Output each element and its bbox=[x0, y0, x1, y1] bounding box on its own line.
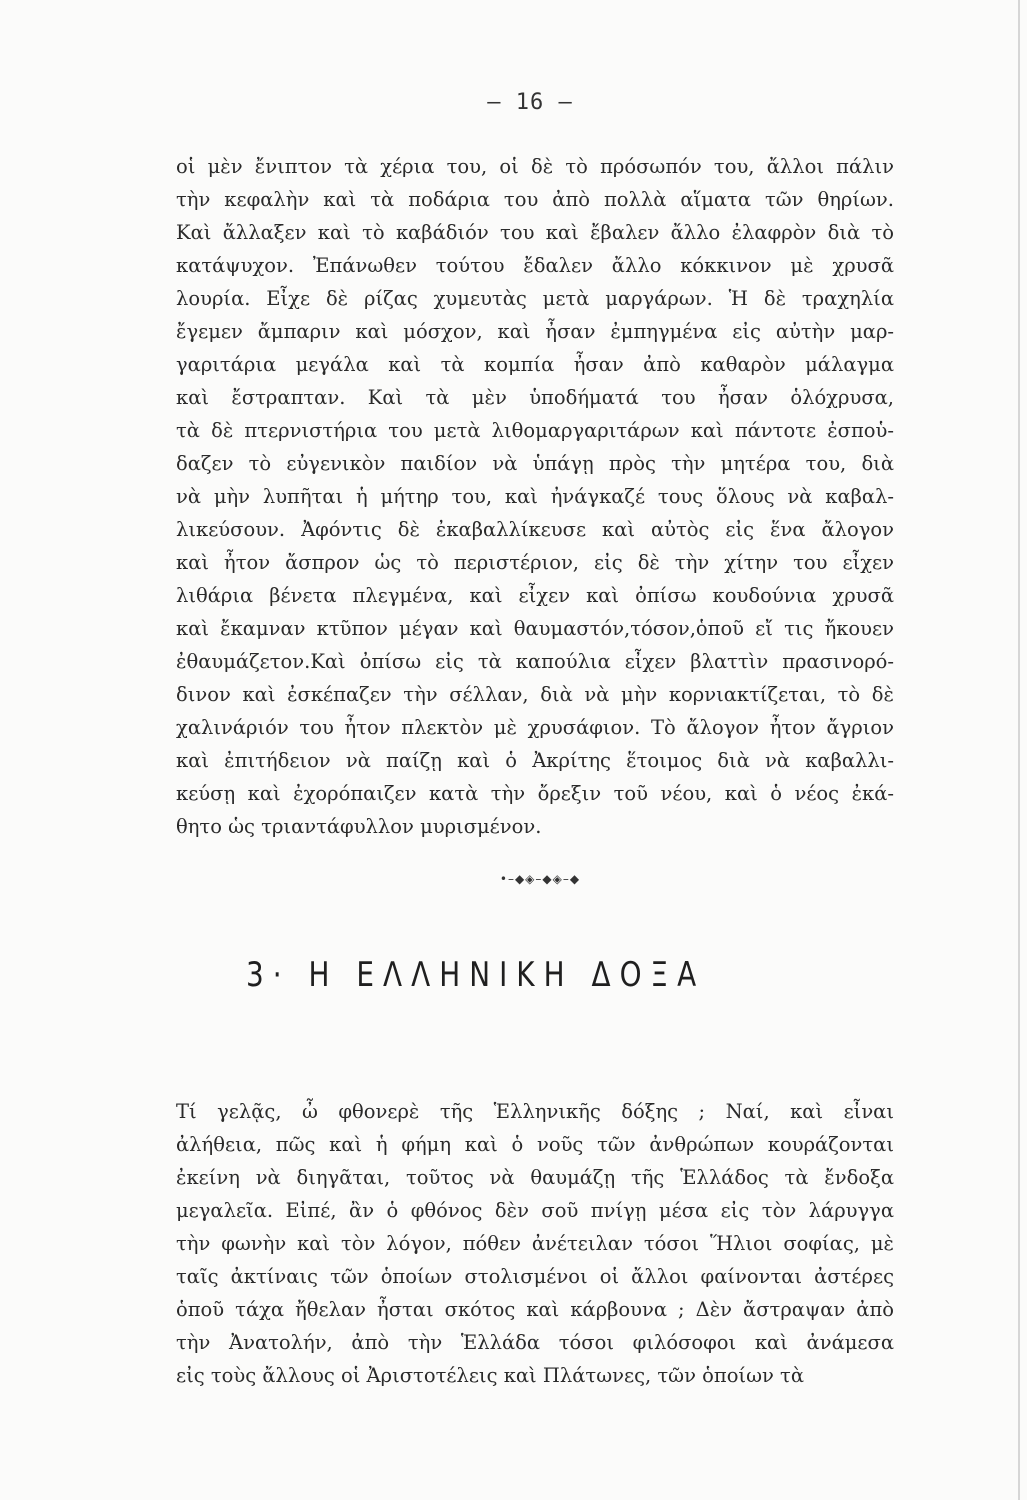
text-line: λουρία. Εἶχε δὲ ρίζας χυμευτὰς μετὰ μαργάρων. Ἡ δὲ τραχηλία bbox=[176, 287, 894, 310]
text-line: καὶ ἐπιτήδειον νὰ παίζῃ καὶ ὁ Ἀκρίτης ἕτοιμος διὰ νὰ καβαλλι- bbox=[176, 749, 894, 772]
text-line: ἔγεμεν ἄμπαριν καὶ μόσχον, καὶ ἦσαν ἐμπηγμένα εἰς αὐτὴν μαρ- bbox=[176, 320, 894, 343]
text-line: τὴν κεφαλὴν καὶ τὰ ποδάρια του ἀπὸ πολλὰ αἵματα τῶν θηρίων. bbox=[176, 188, 894, 211]
text-line: νὰ μὴν λυπῆται ἡ μήτηρ του, καὶ ἠνάγκαζέ τους ὅλους νὰ καβαλ- bbox=[176, 485, 894, 508]
text-line: λιθάρια βένετα πλεγμένα, καὶ εἶχεν καὶ ὀπίσω κουδούνια χρυσᾶ bbox=[176, 584, 894, 607]
text-line: θητο ὡς τριαντάφυλλον μυρισμένον. bbox=[176, 815, 542, 838]
text-line: γαριτάρια μεγάλα καὶ τὰ κομπία ἦσαν ἀπὸ καθαρὸν μάλαγμα bbox=[176, 353, 894, 376]
paragraph-continuation bbox=[176, 150, 894, 843]
text-line: ἀλήθεια, πῶς καὶ ἡ φήμη καὶ ὁ νοῦς τῶν ἀνθρώπων κουράζονται bbox=[176, 1133, 894, 1156]
text-line: οἱ μὲν ἔνιπτον τὰ χέρια του, οἱ δὲ τὸ πρόσωπόν του, ἄλλοι πάλιν bbox=[176, 155, 894, 178]
page-number: — 16 — bbox=[487, 90, 573, 115]
text-line: καὶ ἔκαμναν κτῦπον μέγαν καὶ θαυμαστόν,τόσον,ὁποῦ εἴ τις ἤκουεν bbox=[176, 617, 894, 640]
text-line: χαλινάριόν του ἦτον πλεκτὸν μὲ χρυσάφιον. Τὸ ἄλογον ἦτον ἄγριον bbox=[176, 716, 894, 739]
text-line: μεγαλεῖα. Εἰπέ, ἂν ὁ φθόνος δὲν σοῦ πνίγῃ μέσα εἰς τὸν λάρυγγα bbox=[176, 1199, 894, 1222]
text-line: Καὶ ἄλλαξεν καὶ τὸ καβάδιόν του καὶ ἔβαλεν ἄλλο ἐλαφρὸν διὰ τὸ bbox=[176, 221, 894, 244]
text-line: καὶ ἔστραπταν. Καὶ τὰ μὲν ὑποδήματά του ἦσαν ὁλόχρυσα, bbox=[176, 386, 894, 409]
text-line: τὴν φωνὴν καὶ τὸν λόγον, πόθεν ἀνέτειλαν τόσοι Ἥλιοι σοφίας, μὲ bbox=[176, 1232, 894, 1255]
text-line: ἐθαυμάζετον.Καὶ ὀπίσω εἰς τὰ καπούλια εἶχεν βλαττὶν πρασινορό- bbox=[176, 650, 894, 673]
section-divider-ornament: •–◆◈–◆◈–◆ bbox=[499, 872, 581, 886]
text-line: δινον καὶ ἐσκέπαζεν τὴν σέλλαν, διὰ νὰ μὴν κορνιακτίζεται, τὸ δὲ bbox=[176, 683, 894, 706]
text-line: κεύσῃ καὶ ἐχορόπαιζεν κατὰ τὴν ὄρεξιν τοῦ νέου, καὶ ὁ νέος ἐκά- bbox=[176, 782, 894, 805]
section-heading: 3· Η ΕΛΛΗΝΙΚΗ ΔΟΞΑ bbox=[246, 955, 706, 995]
text-line: ἐκείνη νὰ διηγᾶται, τοῦτος νὰ θαυμάζῃ τῆς Ἑλλάδος τὰ ἔνδοξα bbox=[176, 1166, 894, 1189]
text-line: ὁποῦ τάχα ἤθελαν ἦσται σκότος καὶ κάρβουνα ; Δὲν ἄστραψαν ἀπὸ bbox=[176, 1298, 894, 1321]
text-line: τὴν Ἀνατολήν, ἀπὸ τὴν Ἑλλάδα τόσοι φιλόσοφοι καὶ ἀνάμεσα bbox=[176, 1331, 894, 1354]
text-line: λικεύσουν. Ἀφόντις δὲ ἐκαβαλλίκευσε καὶ αὐτὸς εἰς ἕνα ἄλογον bbox=[176, 518, 894, 541]
text-line: Τί γελᾷς, ὦ φθονερὲ τῆς Ἑλληνικῆς δόξης ; Ναί, καὶ εἶναι bbox=[176, 1100, 894, 1123]
text-line: δαζεν τὸ εὐγενικὸν παιδίον νὰ ὑπάγῃ πρὸς τὴν μητέρα του, διὰ bbox=[176, 452, 894, 475]
page-edge-rule bbox=[1018, 0, 1020, 1500]
paragraph-hellenic-glory bbox=[176, 1095, 894, 1392]
text-line: καὶ ἦτον ἄσπρον ὡς τὸ περιστέριον, εἰς δὲ τὴν χίτην του εἶχεν bbox=[176, 551, 894, 574]
text-line: κατάψυχον. Ἐπάνωθεν τούτου ἔδαλεν ἄλλο κόκκινον μὲ χρυσᾶ bbox=[176, 254, 894, 277]
text-line: τὰ δὲ πτερνιστήρια του μετὰ λιθομαργαριτάρων καὶ πάντοτε ἐσποὑ- bbox=[176, 419, 894, 442]
text-line: ταῖς ἀκτίναις τῶν ὁποίων στολισμένοι οἱ ἄλλοι φαίνονται ἀστέρες bbox=[176, 1265, 894, 1288]
text-line: εἰς τοὺς ἄλλους οἱ Ἀριστοτέλεις καὶ Πλάτωνες, τῶν ὁποίων τὰ bbox=[176, 1364, 804, 1387]
